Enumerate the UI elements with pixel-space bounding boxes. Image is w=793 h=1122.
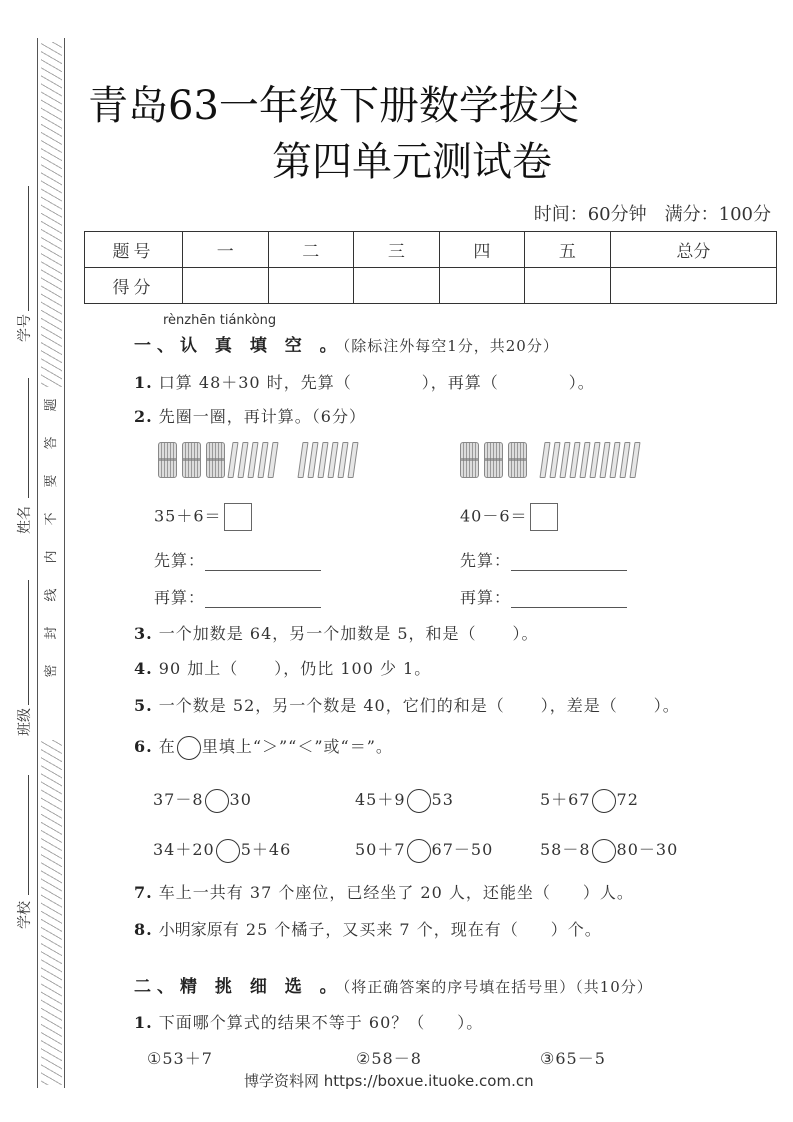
question-text: 一个加数是 64，另一个加数是 5，和是（ xyxy=(158,624,477,643)
seal-line-notice xyxy=(43,386,61,690)
score-cell[interactable] xyxy=(610,268,776,304)
student-name-label: 姓名 xyxy=(17,506,33,534)
stick-icon xyxy=(569,442,580,478)
question-1-4 xyxy=(134,656,431,679)
compare-item xyxy=(153,787,252,813)
school-label: 学校 xyxy=(17,901,33,929)
stick-icon xyxy=(337,442,348,478)
stick-icon xyxy=(549,442,560,478)
bundle-of-ten-icon xyxy=(484,442,503,478)
exam-time: 时间：60分钟 xyxy=(533,204,647,225)
stick-icon xyxy=(317,442,328,478)
bundle-of-ten-icon xyxy=(460,442,479,478)
compare-item xyxy=(540,837,678,863)
question-text: ）。 xyxy=(512,624,539,643)
question-text: ），仍比 100 少 1。 xyxy=(274,659,432,678)
header-cell: 五 xyxy=(525,232,611,268)
stick-bundles-right xyxy=(460,442,642,478)
stick-icon xyxy=(297,442,308,478)
seal-char: 内 xyxy=(44,550,59,564)
question-text: ）。 xyxy=(653,696,680,715)
compare-left: 45＋9 xyxy=(355,790,406,809)
score-table-score-row xyxy=(85,268,777,304)
score-cell[interactable] xyxy=(439,268,525,304)
compare-right: 5＋46 xyxy=(240,840,292,859)
stick-bundles-left xyxy=(158,442,360,478)
answer-line[interactable] xyxy=(511,591,627,608)
score-cell[interactable] xyxy=(525,268,611,304)
compare-right: 30 xyxy=(229,790,252,809)
answer-line[interactable] xyxy=(205,554,321,571)
score-cell[interactable] xyxy=(354,268,440,304)
stick-icon xyxy=(327,442,338,478)
question-1-5 xyxy=(134,693,680,716)
question-number: 8. xyxy=(134,920,153,939)
compare-circle[interactable] xyxy=(216,839,240,863)
question-number: 5. xyxy=(134,696,153,715)
stick-icon xyxy=(609,442,620,478)
section1-title: 一、认 真 填 空 。 xyxy=(134,336,343,356)
stick-icon xyxy=(599,442,610,478)
bundle-of-ten-icon xyxy=(206,442,225,478)
class-label: 班级 xyxy=(17,708,33,736)
stick-icon xyxy=(247,442,258,478)
question-text: 一个数是 52，另一个数是 40，它们的和是（ xyxy=(158,696,505,715)
question-text: ）。 xyxy=(568,373,595,392)
compare-circle[interactable] xyxy=(592,839,616,863)
first-step-left xyxy=(154,548,321,571)
page-subtitle: 第四单元测试卷 xyxy=(272,139,552,185)
answer-box[interactable] xyxy=(530,503,558,531)
bundle-of-ten-icon xyxy=(508,442,527,478)
then-step-left xyxy=(154,585,321,608)
compare-right: 53 xyxy=(431,790,454,809)
section2-heading xyxy=(134,972,653,997)
question-1-8 xyxy=(134,917,602,940)
question-text: 小明家原 xyxy=(158,920,223,939)
score-table xyxy=(84,231,777,304)
compare-circle[interactable] xyxy=(407,839,431,863)
score-cell[interactable] xyxy=(183,268,269,304)
stick-icon xyxy=(307,442,318,478)
then-step-right xyxy=(460,585,627,608)
expr-left xyxy=(154,503,252,531)
score-row-label: 得分 xyxy=(85,268,183,304)
stick-icon xyxy=(589,442,600,478)
question-1-3 xyxy=(134,621,539,644)
question-text: ），差是（ xyxy=(540,696,618,715)
binding-hatch-top xyxy=(41,42,62,387)
exam-meta xyxy=(534,200,771,226)
bundle-of-ten-icon xyxy=(158,442,177,478)
compare-left: 5＋67 xyxy=(540,790,591,809)
question-text: 下面哪个算式的结果不等于 60？（ xyxy=(158,1013,426,1032)
compare-left: 37－8 xyxy=(153,790,204,809)
circle-icon xyxy=(177,736,201,760)
watermark: 博学资料网 https://boxue.ituoke.com.cn xyxy=(244,1072,534,1090)
expr-right xyxy=(460,503,558,531)
seal-char: 要 xyxy=(44,474,59,488)
compare-item xyxy=(540,787,639,813)
score-table-header-row xyxy=(85,232,777,268)
section2-note: （将正确答案的序号填在括号里）（共10分） xyxy=(342,978,653,996)
question-number: 1. xyxy=(134,1013,153,1032)
step-label: 再算： xyxy=(154,588,206,607)
question-1-7 xyxy=(134,880,634,903)
compare-right: 80－30 xyxy=(616,840,679,859)
first-step-right xyxy=(460,548,627,571)
question-number: 1. xyxy=(134,373,153,392)
compare-left: 34＋20 xyxy=(153,840,215,859)
seal-char: 封 xyxy=(44,626,59,640)
answer-box[interactable] xyxy=(224,503,252,531)
section2-title: 二、精 挑 细 选 。 xyxy=(134,977,343,997)
step-label: 再算： xyxy=(460,588,512,607)
answer-line[interactable] xyxy=(205,591,321,608)
answer-line[interactable] xyxy=(511,554,627,571)
question-number: 4. xyxy=(134,659,153,678)
student-id-field[interactable] xyxy=(28,186,29,311)
header-cell: 二 xyxy=(268,232,354,268)
stick-icon xyxy=(267,442,278,478)
question-1-6 xyxy=(134,734,393,760)
compare-item xyxy=(153,837,291,863)
header-cell: 题号 xyxy=(85,232,183,268)
compare-item xyxy=(355,837,493,863)
seal-char: 线 xyxy=(44,588,59,602)
question-2-1 xyxy=(134,1010,483,1033)
header-cell: 总分 xyxy=(610,232,776,268)
option-3: ③65－5 xyxy=(540,1049,606,1068)
bundle-of-ten-icon xyxy=(182,442,201,478)
compare-left: 58－8 xyxy=(540,840,591,859)
expression: 40－6＝ xyxy=(460,506,528,526)
score-cell[interactable] xyxy=(268,268,354,304)
option-1: ①53＋7 xyxy=(147,1049,213,1068)
seal-char: 不 xyxy=(44,512,59,526)
question-text: ）个。 xyxy=(550,920,602,939)
stick-icon xyxy=(629,442,640,478)
compare-item xyxy=(355,787,454,813)
step-label: 先算： xyxy=(154,551,206,570)
class-field[interactable] xyxy=(28,580,29,705)
question-number: 3. xyxy=(134,624,153,643)
question-text: 在 xyxy=(158,737,176,756)
question-text: ）人。 xyxy=(582,883,634,902)
student-id-label: 学号 xyxy=(17,314,33,342)
question-text: 90 加上（ xyxy=(158,659,239,678)
compare-circle[interactable] xyxy=(205,789,229,813)
stick-icon xyxy=(347,442,358,478)
seal-char: 密 xyxy=(44,664,59,678)
header-cell: 三 xyxy=(354,232,440,268)
question-number: 2. xyxy=(134,407,153,426)
page-title: 青岛63一年级下册数学拔尖 xyxy=(88,83,579,129)
stick-icon xyxy=(539,442,550,478)
question-number: 7. xyxy=(134,883,153,902)
question-text: 先圈一圈，再计算。（6分） xyxy=(158,407,366,426)
compare-right: 67－50 xyxy=(431,840,494,859)
question-1-1 xyxy=(134,370,595,393)
question-text: 车上一共有 37 个座位，已经坐了 20 人，还能坐（ xyxy=(158,883,551,902)
question-text: 有 25 个橘子，又买来 7 个，现在有（ xyxy=(222,920,519,939)
question-text: ）。 xyxy=(457,1013,484,1032)
compare-left: 50＋7 xyxy=(355,840,406,859)
section1-heading xyxy=(134,331,559,356)
stick-icon xyxy=(237,442,248,478)
compare-circle[interactable] xyxy=(407,789,431,813)
question-text: ），再算（ xyxy=(421,373,499,392)
stick-icon xyxy=(227,442,238,478)
stick-icon xyxy=(619,442,630,478)
stick-icon xyxy=(559,442,570,478)
question-text: 口算 48＋30 时，先算（ xyxy=(158,373,352,392)
binding-hatch-bottom xyxy=(41,740,62,1085)
step-label: 先算： xyxy=(460,551,512,570)
question-text: 里填上“＞”“＜”或“＝”。 xyxy=(201,737,393,756)
seal-char: 答 xyxy=(44,436,59,450)
question-number: 6. xyxy=(134,737,153,756)
compare-circle[interactable] xyxy=(592,789,616,813)
compare-right: 72 xyxy=(616,790,639,809)
expression: 35＋6＝ xyxy=(154,506,222,526)
section1-note: （除标注外每空1分，共20分） xyxy=(342,337,559,355)
section1-pinyin: rènzhēn tiánkòng xyxy=(163,313,277,328)
school-field[interactable] xyxy=(28,775,29,895)
question-1-2 xyxy=(134,404,366,427)
stick-icon xyxy=(579,442,590,478)
seal-char: 题 xyxy=(44,398,59,412)
stick-icon xyxy=(257,442,268,478)
header-cell: 四 xyxy=(439,232,525,268)
option-2: ②58－8 xyxy=(356,1049,422,1068)
header-cell: 一 xyxy=(183,232,269,268)
exam-full-score: 满分：100分 xyxy=(664,204,771,225)
student-name-field[interactable] xyxy=(28,378,29,498)
